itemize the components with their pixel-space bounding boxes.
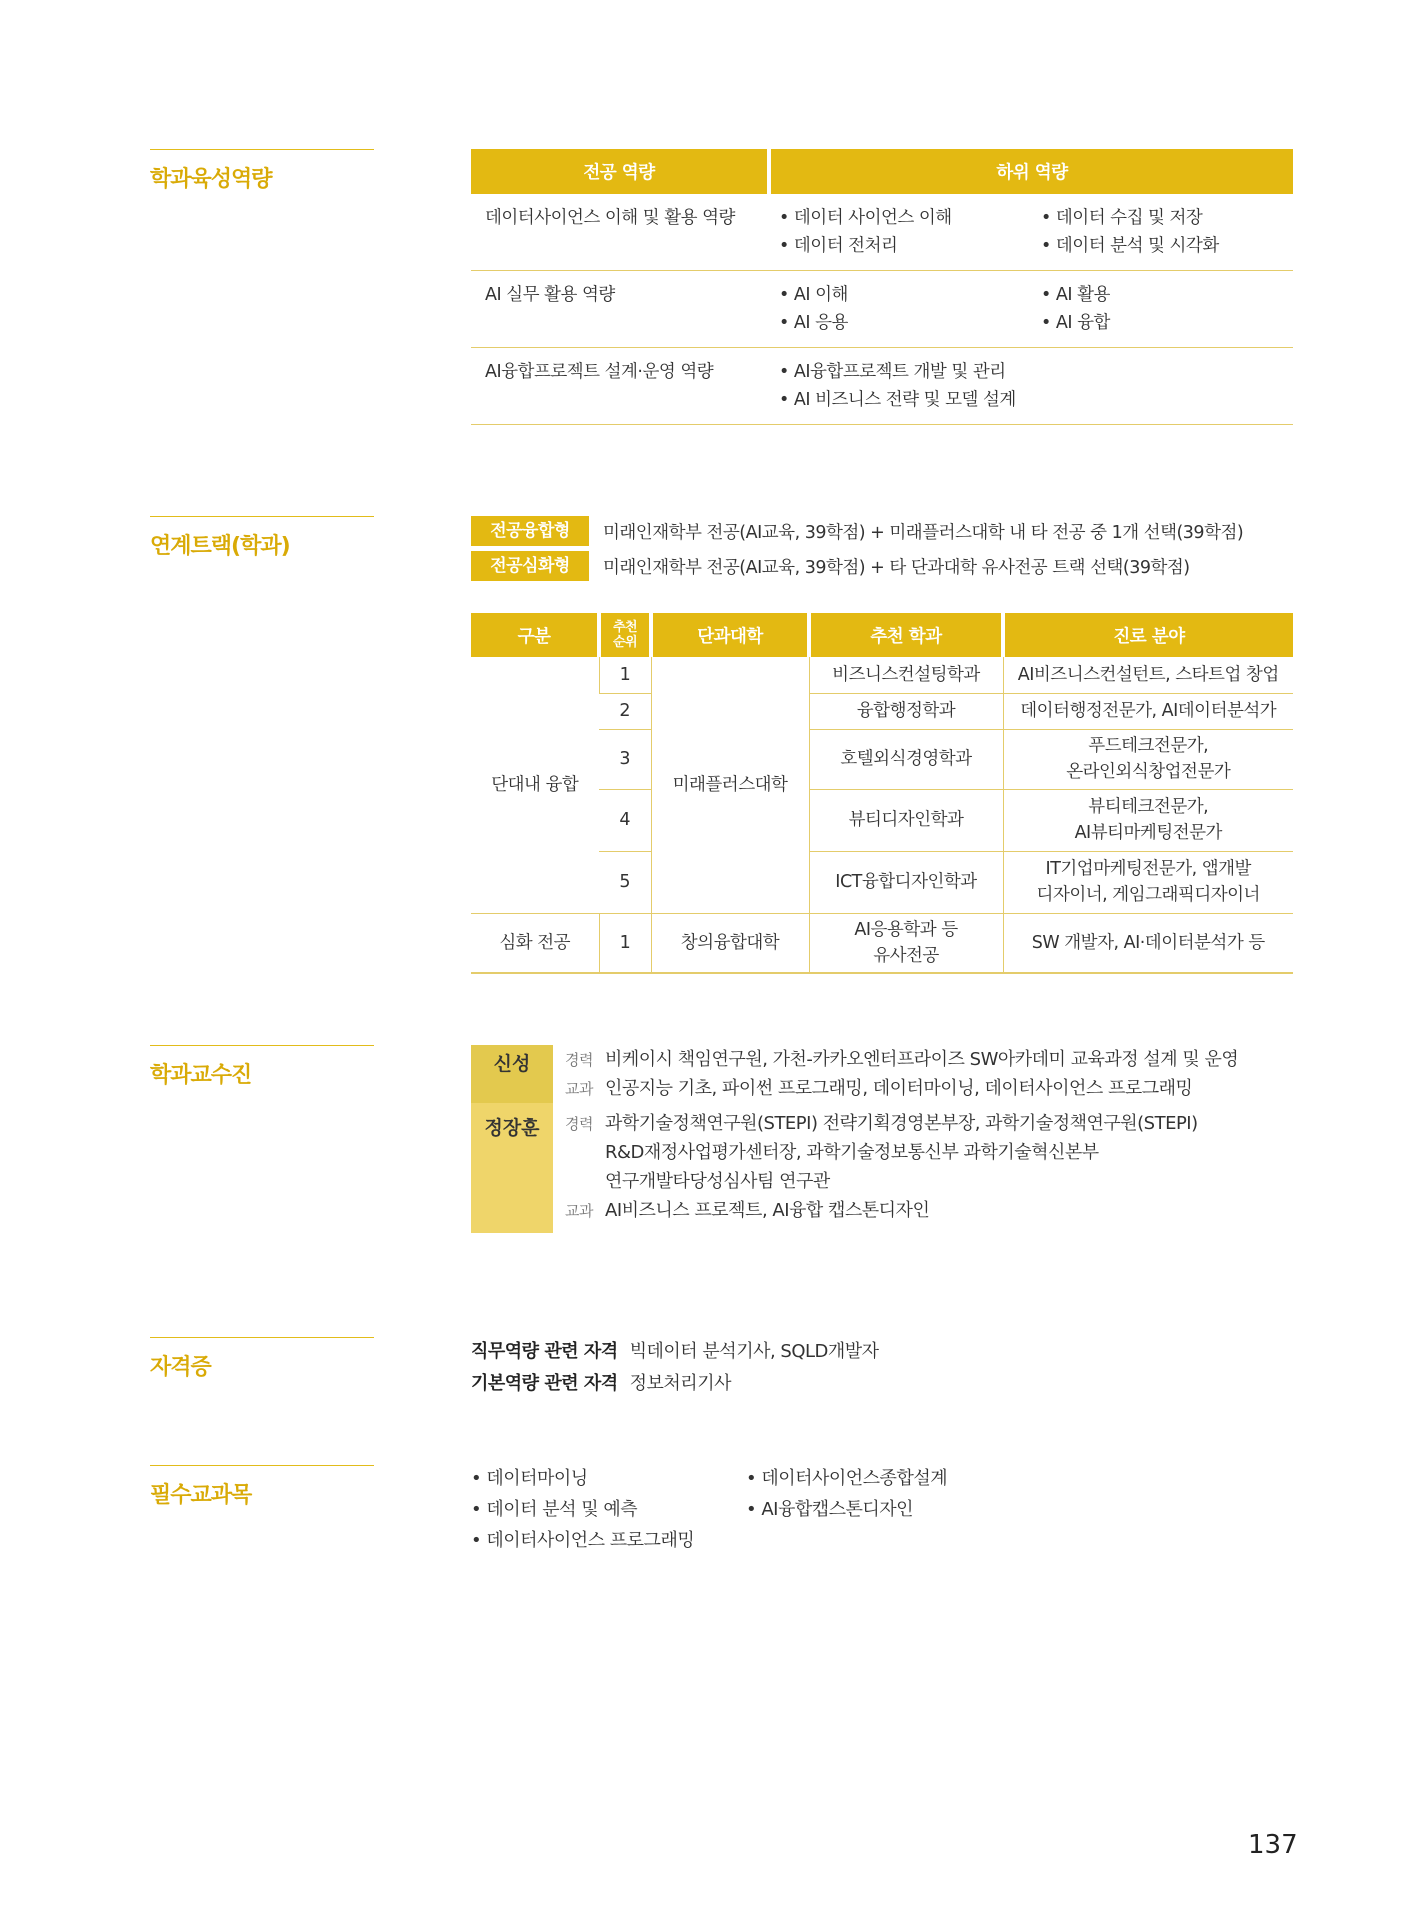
faculty-line-text: R&D재정사업평가센터장, 과학기술정보통신부 과학기술혁신본부 [605, 1142, 1099, 1163]
rec-rank: 5 [599, 851, 651, 913]
certificate-label: 기본역량 관련 자격 [471, 1373, 618, 1394]
track-type-desc: 미래인재학부 전공(AI교육, 39학점) + 타 단과대학 유사전공 트랙 선택(39학점) [603, 557, 1190, 578]
competency-sub-right: • 데이터 수집 및 저장 • 데이터 분석 및 시각화 [1031, 194, 1293, 271]
track-recommendation-table [471, 613, 1293, 974]
rec-header-career: 진로 분야 [1003, 613, 1293, 657]
track-type-tag: 전공심화형 [471, 551, 589, 581]
course-item: • 데이터사이언스 프로그래밍 [471, 1526, 694, 1552]
section-title-courses: 필수교과목 [150, 1465, 374, 1509]
table-row [471, 194, 1293, 271]
course-item: • 데이터사이언스종합설계 [746, 1464, 947, 1490]
rec-rank: 1 [599, 913, 651, 973]
rec-career: SW 개발자, AI·데이터분석가 등 [1003, 913, 1293, 973]
rec-dept: 호텔외식경영학과 [809, 729, 1003, 789]
rec-header-rank: 추천 순위 [599, 613, 651, 657]
competency-major: 데이터사이언스 이해 및 활용 역량 [471, 194, 769, 271]
faculty-line [565, 1045, 1238, 1074]
table-row [471, 348, 1293, 425]
certificate-value: 정보처리기사 [629, 1373, 731, 1394]
page-number: 137 [1248, 1830, 1298, 1860]
faculty-line-text: 연구개발타당성심사팀 연구관 [605, 1171, 830, 1192]
rec-dept: 뷰티디자인학과 [809, 789, 1003, 851]
course-item: • 데이터마이닝 [471, 1464, 588, 1490]
track-type-row [471, 551, 1190, 581]
rec-dept: AI응용학과 등 유사전공 [809, 913, 1003, 973]
faculty-line [565, 1109, 1198, 1138]
competency-header-sub: 하위 역량 [769, 149, 1293, 194]
section-title-certificate: 자격증 [150, 1337, 374, 1381]
rec-career: AI비즈니스컨설턴트, 스타트업 창업 [1003, 657, 1293, 693]
faculty-name: 정장훈 [484, 1117, 540, 1139]
table-row [471, 913, 1293, 973]
rec-college: 창의융합대학 [651, 913, 809, 973]
rec-rank: 1 [599, 657, 651, 693]
faculty-line [565, 1074, 1192, 1103]
rec-header-dept: 추천 학과 [809, 613, 1003, 657]
rec-rank: 4 [599, 789, 651, 851]
competency-major: AI 실무 활용 역량 [471, 271, 769, 348]
faculty-line-label: 교과 [565, 1080, 593, 1098]
faculty-line-text: 비케이시 책임연구원, 가천-카카오엔터프라이즈 SW아카데미 교육과정 설계 및 운영 [605, 1049, 1239, 1070]
competency-major: AI융합프로젝트 설계·운영 역량 [471, 348, 769, 425]
faculty-line-text: 인공지능 기초, 파이썬 프로그래밍, 데이터마이닝, 데이터사이언스 프로그래밍 [605, 1078, 1193, 1099]
rec-career: 뷰티테크전문가, AI뷰티마케팅전문가 [1003, 789, 1293, 851]
certificate-value: 빅데이터 분석기사, SQLD개발자 [629, 1341, 879, 1362]
faculty-line-label: 경력 [565, 1051, 593, 1069]
track-type-desc: 미래인재학부 전공(AI교육, 39학점) + 미래플러스대학 내 타 전공 중 1개 선택(39학점) [603, 522, 1244, 543]
track-type-tag: 전공융합형 [471, 516, 589, 546]
rec-header-college: 단과대학 [651, 613, 809, 657]
faculty-line-text: AI비즈니스 프로젝트, AI융합 캡스톤디자인 [605, 1200, 930, 1221]
competency-header-major: 전공 역량 [471, 149, 769, 194]
faculty-line-label: 경력 [565, 1115, 593, 1133]
rec-career: 푸드테크전문가, 온라인외식창업전문가 [1003, 729, 1293, 789]
rec-career: 데이터행정전문가, AI데이터분석가 [1003, 693, 1293, 729]
section-title-faculty: 학과교수진 [150, 1045, 374, 1089]
section-title-track: 연계트랙(학과) [150, 516, 374, 560]
section-title-competency: 학과육성역량 [150, 149, 374, 193]
table-row [471, 271, 1293, 348]
certificate-row [471, 1337, 879, 1363]
faculty-line [565, 1196, 929, 1225]
certificate-row [471, 1369, 731, 1395]
rec-dept: 융합행정학과 [809, 693, 1003, 729]
track-type-row [471, 516, 1243, 546]
competency-sub-left: • AI융합프로젝트 개발 및 관리 • AI 비즈니스 전략 및 모델 설계 [769, 348, 1293, 425]
rec-career: IT기업마케팅전문가, 앱개발 디자이너, 게임그래픽디자이너 [1003, 851, 1293, 913]
course-item: • 데이터 분석 및 예측 [471, 1495, 637, 1521]
table-row [471, 657, 1293, 693]
faculty-line-label: 교과 [565, 1202, 593, 1220]
certificate-label: 직무역량 관련 자격 [471, 1341, 618, 1362]
rec-header-category: 구분 [471, 613, 599, 657]
faculty-line [565, 1167, 830, 1196]
course-item: • AI융합캡스톤디자인 [746, 1495, 913, 1521]
faculty-name: 신성 [493, 1053, 531, 1075]
rec-rank: 3 [599, 729, 651, 789]
faculty-line-text: 과학기술정책연구원(STEPI) 전략기획경영본부장, 과학기술정책연구원(STEPI) [605, 1113, 1198, 1134]
rec-dept: ICT융합디자인학과 [809, 851, 1003, 913]
faculty-line [565, 1138, 1099, 1167]
competency-table [471, 149, 1293, 425]
rec-group: 단대내 융합 [471, 657, 599, 913]
competency-sub-left: • AI 이해 • AI 응용 [769, 271, 1031, 348]
competency-sub-left: • 데이터 사이언스 이해 • 데이터 전처리 [769, 194, 1031, 271]
rec-college: 미래플러스대학 [651, 657, 809, 913]
rec-rank: 2 [599, 693, 651, 729]
rec-group: 심화 전공 [471, 913, 599, 973]
competency-sub-right: • AI 활용 • AI 융합 [1031, 271, 1293, 348]
rec-dept: 비즈니스컨설팅학과 [809, 657, 1003, 693]
